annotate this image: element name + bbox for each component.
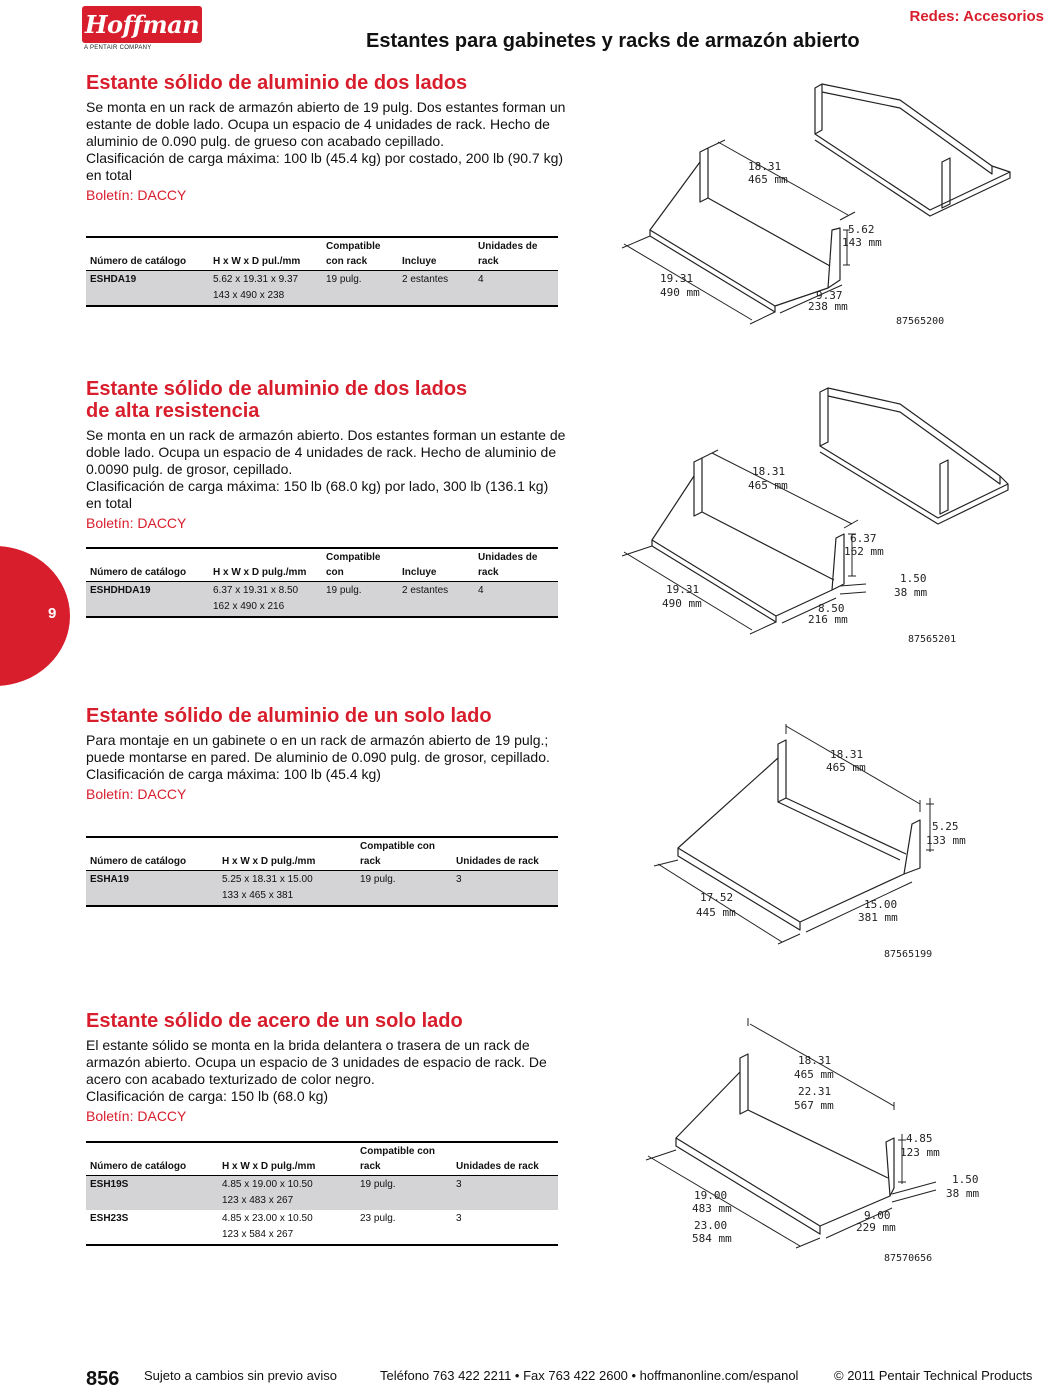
load-rating: Clasificación de carga máxima: 100 lb (45.4 kg) por costado, 200 lb (90.7 kg) en total [86, 150, 564, 183]
col-dims: H x W x D pul./mm [199, 237, 322, 271]
chapter-tab [0, 546, 70, 686]
dim-label: 143 mm [842, 236, 882, 249]
dimensions: 5.62 x 19.31 x 9.37 143 x 490 x 238 [199, 271, 322, 307]
col-units: Unidades de rack [452, 837, 558, 871]
shelf-drawing-double [600, 70, 1030, 335]
table-row [86, 871, 558, 907]
dim-label: 18.31 [830, 748, 864, 761]
spec-table [86, 236, 558, 307]
dim-label: 133 mm [926, 834, 966, 847]
section-title: Estante sólido de acero de un solo lado [86, 1010, 463, 1032]
shelf-drawing-double-heavy [600, 380, 1030, 650]
drawing-id: 87570656 [884, 1253, 933, 1264]
table-row [86, 271, 558, 307]
section-description: Se monta en un rack de armazón abierto. Dos estantes forman un estante de doble lado. Ocupa un espacio de 4 unidades de rack. Hecho de aluminio de 0.0090 pulg. de grosor, cepillado. [86, 427, 566, 477]
spec-table [86, 836, 558, 907]
col-includes: Incluye [398, 237, 474, 271]
col-compatible: Compatible con rack [356, 1142, 452, 1176]
dim-label: 381 mm [858, 911, 898, 924]
rack-units: 4 [474, 582, 558, 618]
section-description: El estante sólido se monta en la brida delantera o trasera de un rack de armazón abierto. Ocupa un espacio de 3 unidades de espacio de rack. De acero con acabado texturizado de color negro. [86, 1037, 547, 1087]
dim-label: 238 mm [808, 300, 848, 313]
catalog-number: ESHA19 [86, 871, 218, 907]
section-label: Redes: Accesorios [909, 8, 1044, 25]
compatible: 19 pulg. [356, 871, 452, 907]
section-single-sided-steel-shelf [86, 1010, 566, 1124]
rack-units: 3 [456, 1213, 462, 1224]
dim-label: 38 mm [894, 586, 928, 599]
dim-label: 490 mm [660, 286, 700, 299]
page-number: 856 [86, 1368, 120, 1390]
footer-contact[interactable]: Teléfono 763 422 2211 • Fax 763 422 2600 • hoffmanonline.com/espanol [380, 1368, 799, 1383]
drawing-id: 87565200 [896, 316, 945, 327]
catalog-number: ESH19S [86, 1176, 218, 1211]
dim-label: 18.31 [798, 1054, 832, 1067]
dim-label: 162 mm [844, 545, 884, 558]
dim-label: 4.85 [906, 1132, 933, 1145]
rack-units: 3 [452, 871, 558, 907]
catalog-number: ESHDA19 [86, 271, 199, 307]
bulletin-link[interactable]: Boletín: DACCY [86, 1108, 187, 1124]
dim-label: 483 mm [692, 1202, 732, 1215]
col-units: Unidades de rack [474, 548, 558, 582]
spec-table [86, 547, 558, 618]
bulletin-link[interactable]: Boletín: DACCY [86, 187, 187, 203]
dim-label: 465 mm [826, 761, 866, 774]
col-compatible: Compatible con rack [356, 837, 452, 871]
section-title: Estante sólido de aluminio de dos lados [86, 378, 468, 400]
dim-label: 445 mm [696, 906, 736, 919]
bulletin-link[interactable]: Boletín: DACCY [86, 515, 187, 531]
dim-label: 1.50 [952, 1173, 979, 1186]
section-title-line2: de alta resistencia [86, 400, 260, 422]
catalog-number: ESHDHDA19 [86, 582, 199, 618]
shelf-drawing-single-steel [600, 1010, 1030, 1272]
table-row [86, 1176, 558, 1211]
dimensions: 4.85 x 23.00 x 10.50 123 x 584 x 267 [222, 1213, 313, 1240]
col-catalog: Número de catálogo [86, 237, 199, 271]
includes: 2 estantes [398, 582, 474, 618]
col-catalog: Número de catálogo [86, 548, 199, 582]
dimensions: 4.85 x 19.00 x 10.50 123 x 483 x 267 [218, 1176, 356, 1211]
section-title: Estante sólido de aluminio de dos lados [86, 72, 468, 94]
col-includes: Incluye [398, 548, 474, 582]
drawing-id: 87565201 [908, 634, 957, 645]
rack-units: 4 [474, 271, 558, 307]
section-title: Estante sólido de aluminio de un solo lado [86, 705, 492, 727]
compatible: 19 pulg. [322, 271, 398, 307]
load-rating: Clasificación de carga máxima: 100 lb (45.4 kg) [86, 766, 381, 782]
dim-label: 123 mm [900, 1146, 940, 1159]
bulletin-link[interactable]: Boletín: DACCY [86, 786, 187, 802]
dim-label: 1.50 [900, 572, 927, 585]
rack-units: 3 [452, 1176, 558, 1211]
dim-label: 9.00 [864, 1209, 891, 1222]
spec-table [86, 1141, 558, 1246]
chapter-number: 9 [48, 605, 57, 622]
logo-subtitle: A PENTAIR COMPANY [84, 45, 152, 51]
dim-label: 22.31 [798, 1085, 832, 1098]
dim-label: 229 mm [856, 1221, 896, 1234]
shelf-drawing-single-aluminum [600, 700, 1030, 965]
section-double-sided-shelf [86, 72, 566, 203]
section-heavy-duty-double-sided-shelf [86, 378, 566, 531]
dim-label: 19.31 [666, 583, 700, 596]
col-units: Unidades de rack [452, 1142, 558, 1176]
dim-label: 567 mm [794, 1099, 834, 1112]
dim-label: 15.00 [864, 898, 898, 911]
dim-label: 17.52 [700, 891, 734, 904]
dim-label: 5.25 [932, 820, 959, 833]
dim-label: 38 mm [946, 1187, 980, 1200]
table-row [86, 582, 558, 618]
footer-notice: Sujeto a cambios sin previo aviso [144, 1368, 337, 1383]
compatible: 19 pulg. [322, 582, 398, 618]
load-rating: Clasificación de carga máxima: 150 lb (68.0 kg) por lado, 300 lb (136.1 kg) en total [86, 478, 549, 511]
col-dims: H x W x D pulg./mm [218, 1142, 356, 1176]
dim-label: 8.50 [818, 602, 845, 615]
dim-label: 19.31 [660, 272, 694, 285]
includes: 2 estantes [398, 271, 474, 307]
compatible: 19 pulg. [356, 1176, 452, 1211]
catalog-number: ESH23S [90, 1213, 129, 1224]
dim-label: 19.00 [694, 1189, 728, 1202]
dim-label: 6.37 [850, 532, 877, 545]
dim-label: 465 mm [748, 173, 788, 186]
col-catalog: Número de catálogo [86, 837, 218, 871]
col-dims: H x W x D pulg./mm [199, 548, 322, 582]
section-description: Para montaje en un gabinete o en un rack de armazón abierto de 19 pulg.; puede montarse en pared. De aluminio de 0.090 pulg. de grosor, cepillado. [86, 732, 550, 765]
col-units: Unidades de rack [474, 237, 558, 271]
dim-label: 9.37 [816, 289, 843, 302]
load-rating: Clasificación de carga: 150 lb (68.0 kg) [86, 1088, 329, 1104]
dim-label: 18.31 [752, 465, 786, 478]
dim-label: 23.00 [694, 1219, 728, 1232]
section-description: Se monta en un rack de armazón abierto de 19 pulg. Dos estantes forman un estante de doble lado. Ocupa un espacio de 4 unidades de rack. Hecho de aluminio de 0.090 pulg. de grueso con acabado cepillado. [86, 99, 566, 149]
dim-label: 465 mm [794, 1068, 834, 1081]
dim-label: 465 mm [748, 479, 788, 492]
dimensions: 5.25 x 18.31 x 15.00 133 x 465 x 381 [218, 871, 356, 907]
col-catalog: Número de catálogo [86, 1142, 218, 1176]
col-dims: H x W x D pulg./mm [218, 837, 356, 871]
drawing-id: 87565199 [884, 949, 933, 960]
col-compatible: Compatible con [322, 548, 398, 582]
table-row [86, 1210, 558, 1245]
dim-label: 490 mm [662, 597, 702, 610]
page-title: Estantes para gabinetes y racks de armazón abierto [366, 30, 860, 52]
col-compatible: Compatible con rack [322, 237, 398, 271]
section-single-sided-aluminum-shelf [86, 705, 566, 802]
dim-label: 216 mm [808, 613, 848, 626]
dim-label: 18.31 [748, 160, 782, 173]
dim-label: 5.62 [848, 223, 875, 236]
compatible: 23 pulg. [360, 1213, 396, 1224]
hoffman-logo: Hoffman [82, 6, 202, 43]
dim-label: 584 mm [692, 1232, 732, 1245]
footer-copyright: © 2011 Pentair Technical Products [834, 1368, 1033, 1383]
dimensions: 6.37 x 19.31 x 8.50 162 x 490 x 216 [199, 582, 322, 618]
